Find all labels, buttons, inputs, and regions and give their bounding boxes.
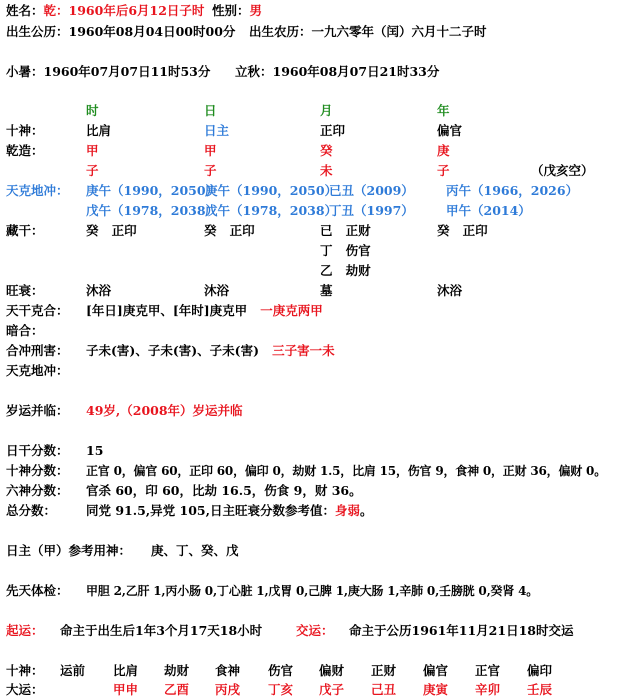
canggan-year	[437, 223, 488, 239]
hechong-label: 合冲刑害：	[6, 343, 69, 358]
dayun-2: 丙戌	[215, 682, 241, 697]
tiangan-relation	[86, 303, 323, 319]
tkdc-row2-month: 丁丑（1997）	[329, 203, 414, 218]
shishen-score-value: 正官 0，偏官 60，正印 60，偏印 0，劫财 1.5，比肩 15，伤官 9，食神 0，正财 36，偏财 0。	[86, 464, 607, 478]
canggan-stem: 癸	[437, 223, 450, 238]
wangshuai-day: 沐浴	[204, 283, 230, 298]
canggan-label: 藏干：	[6, 223, 44, 238]
stem-day: 甲	[204, 143, 217, 158]
dayun-5: 己丑	[371, 682, 397, 697]
dayun-4: 戊子	[319, 682, 345, 697]
jiaoyun-value: 命主于公历1961年11月21日18时交运	[349, 623, 574, 638]
gender-value: 男	[249, 3, 263, 18]
dayun-shishen-0: 运前	[60, 663, 86, 678]
tkdc-label: 天克地冲：	[6, 183, 69, 198]
tkdc-row1-month: 已丑（2009）	[329, 183, 414, 198]
tkdc-row2-year: 甲午（2014）	[446, 203, 531, 218]
canggan-god: 劫财	[345, 263, 371, 278]
shishen-score-label: 十神分数：	[6, 463, 69, 478]
canggan-month-1	[320, 223, 371, 239]
canggan-god: 正财	[345, 223, 371, 238]
shishen-hour: 比肩	[86, 123, 112, 138]
solar-label: 出生公历：	[6, 24, 69, 39]
canggan-stem: 癸	[86, 223, 99, 238]
canggan-stem: 已	[320, 223, 333, 238]
tkdc-row1-year: 丙午（1966，2026）	[446, 183, 579, 198]
qian-label: 乾：	[43, 3, 69, 18]
liuqin-score-value: 官杀 60，印 60，比劫 16.5，伤食 9，财 36。	[86, 483, 362, 498]
dayun-6: 庚寅	[423, 682, 449, 697]
total-score-result: 身弱	[334, 503, 360, 518]
dayun-shishen-9: 偏印	[527, 663, 553, 678]
rigan-score-value: 15	[86, 443, 104, 458]
canggan-month-2	[320, 243, 371, 259]
tkdc-row1-hour: 庚午（1990，2050）	[86, 183, 219, 198]
dayun-shishen-3: 食神	[215, 663, 241, 678]
dayun-1: 乙酉	[164, 682, 190, 697]
tijian-label: 先天体检：	[6, 583, 69, 598]
anhe-label: 暗合：	[6, 323, 44, 338]
canggan-god: 正印	[229, 223, 255, 238]
pillar-header-day: 日	[204, 103, 217, 118]
pillar-header-year: 年	[437, 103, 450, 118]
dayun-8: 壬辰	[527, 682, 553, 697]
canggan-stem: 乙	[320, 263, 333, 278]
dayun-shishen-1: 比肩	[113, 663, 139, 678]
shishen-label: 十神：	[6, 123, 44, 138]
pillar-header-hour: 时	[86, 103, 99, 118]
hechong-value: 子未(害)、子未(害)、子未(害)	[86, 343, 259, 358]
name-label: 姓名：	[6, 3, 44, 18]
dayun-3: 丁亥	[268, 682, 294, 697]
tkdc-row2-day: 戊午（1978，2038）	[205, 203, 338, 218]
dayun-shishen-2: 劫财	[164, 663, 190, 678]
branch-year: 子	[437, 163, 450, 178]
tijian-value: 甲胆 2,乙肝 1,丙小肠 0,丁心脏 1,戊胃 0,己脾 1,庚大肠 1,辛肺 0,壬膀胱 0,癸肾 4。	[86, 584, 539, 598]
yongshen-label: 日主（甲）参考用神：	[6, 543, 132, 558]
shishen-month: 正印	[320, 123, 346, 138]
qiyun-value: 命主于出生后1年3个月17天18小时	[60, 623, 263, 638]
lunar-label: 出生农历：	[249, 24, 312, 39]
stem-hour: 甲	[86, 143, 99, 158]
canggan-stem: 丁	[320, 243, 333, 258]
stem-year: 庚	[437, 143, 450, 158]
canggan-stem: 癸	[204, 223, 217, 238]
solar-value: 1960年08月04日00时00分	[68, 24, 236, 39]
wangshuai-label: 旺衰：	[6, 283, 44, 298]
dayun-shishen-label: 十神：	[6, 663, 44, 678]
canggan-month-3	[320, 263, 371, 279]
name-row	[6, 3, 204, 19]
hechong-relation	[86, 343, 335, 359]
jiaoyun-label: 交运：	[296, 623, 334, 638]
tiangan-label: 天干克合：	[6, 303, 69, 318]
dayun-shishen-5: 偏财	[319, 663, 345, 678]
branch-day: 子	[204, 163, 217, 178]
dayun-0: 甲申	[113, 682, 139, 697]
dayun-shishen-4: 伤官	[268, 663, 294, 678]
suiyun-value: 49岁,（2008年）岁运并临	[86, 403, 243, 418]
lunar-birth	[249, 24, 487, 40]
gender-label: 性别：	[212, 3, 250, 18]
dayun-7: 辛卯	[475, 682, 501, 697]
branch-hour: 子	[86, 163, 99, 178]
total-score-end: 。	[359, 503, 373, 518]
branch-month: 未	[320, 163, 333, 178]
tkdc-row1-day: 庚午（1990，2050）	[205, 183, 338, 198]
dayun-shishen-7: 偏官	[423, 663, 449, 678]
dayun-label: 大运：	[6, 682, 44, 697]
qian-value: 1960年后6月12日子时	[68, 3, 205, 18]
qianzao-label: 乾造：	[6, 143, 44, 158]
wangshuai-year: 沐浴	[437, 283, 463, 298]
qiyun-label: 起运：	[6, 623, 44, 638]
liuqin-score-label: 六神分数：	[6, 483, 69, 498]
dayun-shishen-6: 正财	[371, 663, 397, 678]
stem-month: 癸	[320, 143, 333, 158]
pillar-header-month: 月	[320, 103, 333, 118]
wangshuai-hour: 沐浴	[86, 283, 112, 298]
total-score	[86, 503, 372, 519]
liqiu-term: 立秋：1960年08月07日21时33分	[235, 64, 440, 79]
canggan-god: 正印	[111, 223, 137, 238]
shishen-year: 偏官	[437, 123, 463, 138]
hechong-note: 三子害一未	[272, 343, 335, 358]
lunar-value: 一九六零年（闰）六月十二子时	[311, 24, 487, 39]
canggan-god: 正印	[462, 223, 488, 238]
tiangan-note: 一庚克两甲	[260, 303, 323, 318]
xiaoshu-term: 小暑：1960年07月07日11时53分	[6, 64, 211, 79]
tiangan-value: [年日]庚克甲、[年时]庚克甲	[86, 303, 248, 318]
suiyun-label: 岁运并临：	[6, 403, 69, 418]
kong-note: （戊亥空）	[531, 163, 594, 178]
shishen-day: 日主	[204, 123, 230, 138]
rigan-score-label: 日干分数：	[6, 443, 69, 458]
total-score-value: 同党 91.5,异党 105,日主旺衰分数参考值：	[86, 503, 335, 518]
solar-birth	[6, 24, 235, 40]
canggan-god: 伤官	[345, 243, 371, 258]
tkdc-row2-hour: 戊午（1978，2038）	[86, 203, 219, 218]
gender-field	[212, 3, 262, 19]
canggan-day	[204, 223, 255, 239]
tkdc2-label: 天克地冲：	[6, 363, 69, 378]
yongshen-value: 庚、丁、癸、戊	[151, 543, 239, 558]
wangshuai-month: 墓	[320, 283, 333, 298]
total-score-label: 总分数：	[6, 503, 57, 518]
canggan-hour	[86, 223, 137, 239]
dayun-shishen-8: 正官	[475, 663, 501, 678]
